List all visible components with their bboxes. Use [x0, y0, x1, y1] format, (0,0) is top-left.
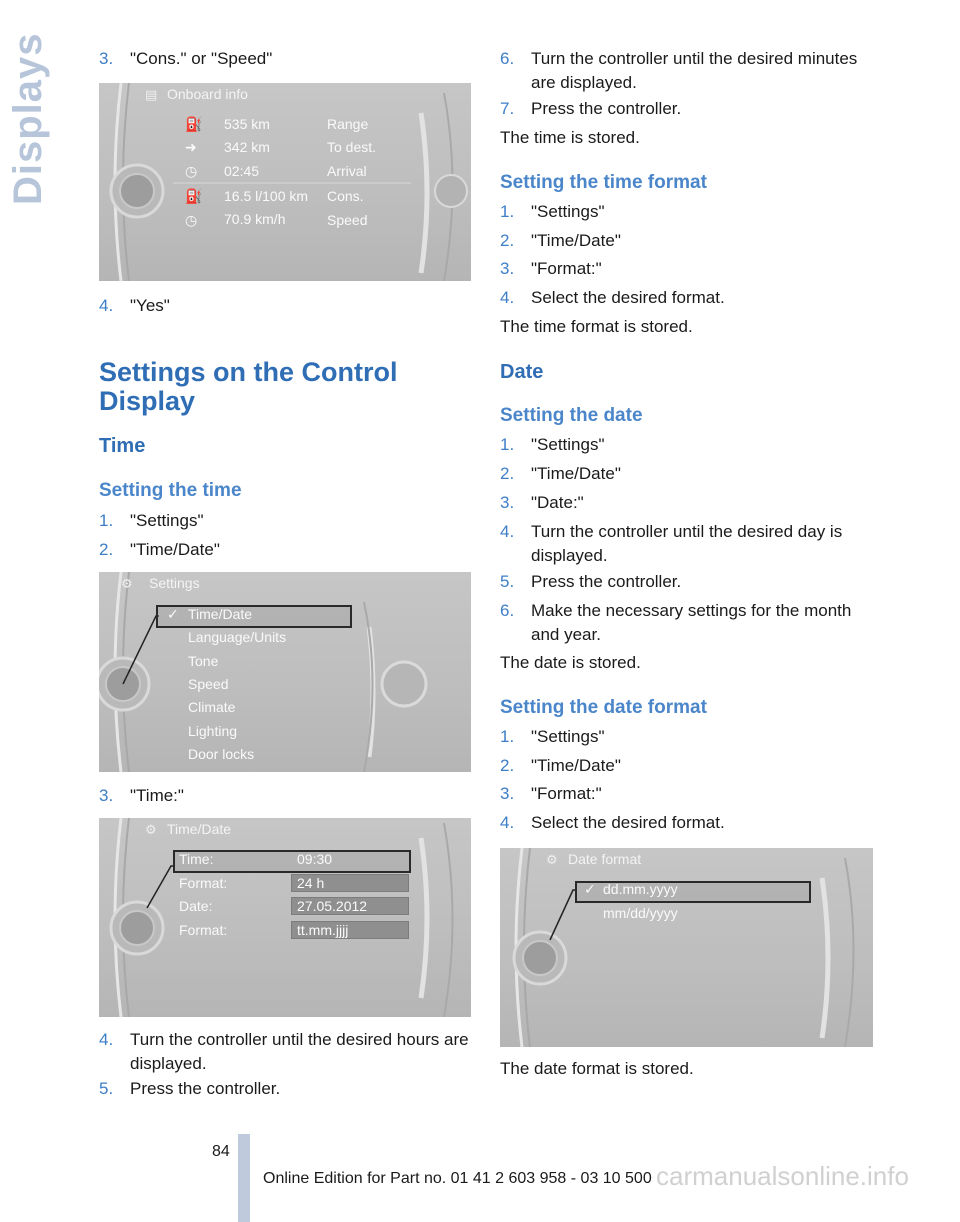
settings-menu-screenshot — [99, 572, 471, 772]
time-format-stored-text: The time format is stored. — [500, 317, 693, 336]
settings-gear-icon: ⚙ — [546, 852, 558, 867]
cons-label: Cons. — [327, 188, 364, 204]
step-number: 4. — [99, 1030, 114, 1049]
subheading-setting-date-format: Setting the date format — [500, 697, 707, 718]
check-icon: ✓ — [584, 881, 596, 897]
screen-title: Onboard info — [167, 86, 248, 102]
format-label: Format: — [179, 875, 228, 891]
range-value: 535 km — [224, 116, 270, 132]
step-number: 1. — [500, 435, 515, 454]
menu-item-speed: Speed — [188, 676, 229, 692]
step-number: 3. — [500, 259, 515, 278]
step-number: 1. — [500, 727, 515, 746]
step-number: 3. — [500, 493, 515, 512]
menu-item-climate: Climate — [188, 699, 236, 715]
menu-item-lighting: Lighting — [188, 723, 238, 739]
to-dest-label: To dest. — [327, 139, 377, 155]
date-stored-text: The date is stored. — [500, 653, 641, 672]
step-text: Press the controller. — [130, 1079, 281, 1098]
step-text: Select the desired format. — [531, 288, 725, 307]
check-icon: ✓ — [167, 606, 179, 622]
step-text: "Format:" — [531, 784, 602, 803]
menu-item-door-locks: Door locks — [188, 746, 255, 762]
step-text: "Settings" — [531, 435, 605, 454]
option-dd-mm-yyyy: dd.mm.yyyy — [603, 881, 678, 897]
step-number: 7. — [500, 99, 515, 118]
step-text: "Date:" — [531, 493, 584, 512]
subheading-setting-time: Setting the time — [99, 480, 242, 501]
to-dest-value: 342 km — [224, 139, 270, 155]
date-format-stored-text: The date format is stored. — [500, 1059, 694, 1078]
time-date-highlight — [156, 605, 352, 628]
step-text: "Time/Date" — [130, 540, 220, 559]
date-label: Date: — [179, 898, 213, 914]
step-text: "Settings" — [130, 511, 204, 530]
step-text: Turn the controller until the desired minutes are displayed. — [531, 49, 858, 92]
step-text: Turn the controller until the desired day is displayed. — [531, 522, 843, 565]
step-number: 3. — [99, 49, 114, 68]
section-tab — [0, 0, 62, 230]
menu-item-time-date: Time/Date — [188, 606, 253, 622]
screen-title: Date format — [568, 851, 642, 867]
step-text: "Cons." or "Speed" — [130, 49, 273, 68]
screen-frame-graphics — [99, 818, 471, 1017]
subheading-setting-date: Setting the date — [500, 405, 643, 426]
step-number: 4. — [500, 288, 515, 307]
arrival-label: Arrival — [327, 163, 367, 179]
settings-gear-icon: ⚙ — [121, 576, 133, 591]
date-format-label: Format: — [179, 922, 228, 938]
step-text: "Settings" — [531, 727, 605, 746]
step-number: 4. — [500, 522, 515, 541]
date-value: 27.05.2012 — [297, 898, 368, 914]
range-label: Range — [327, 116, 369, 132]
step-text: "Time/Date" — [531, 464, 621, 483]
cons-value: 16.5 l/100 km — [224, 188, 309, 204]
onboard-info-screenshot — [99, 83, 471, 281]
subheading-setting-time-format: Setting the time format — [500, 172, 707, 193]
step-number: 6. — [500, 49, 515, 68]
date-format-value: tt.mm.jjjj — [297, 922, 349, 938]
step-number: 2. — [500, 756, 515, 775]
step-number: 6. — [500, 601, 515, 620]
step-text: "Settings" — [531, 202, 605, 221]
step-number: 2. — [500, 464, 515, 483]
step-text: Press the controller. — [531, 99, 682, 118]
step-text: Press the controller. — [531, 572, 682, 591]
step-text: "Yes" — [130, 296, 170, 315]
step-number: 4. — [500, 813, 515, 832]
section-tab-label: Displays — [6, 32, 50, 205]
speed-label: Speed — [327, 212, 368, 228]
subheading-time: Time — [99, 435, 146, 457]
speed-value: 70.9 km/h — [224, 211, 286, 227]
step-number: 5. — [500, 572, 515, 591]
step-text: Turn the controller until the desired hours are displayed. — [130, 1030, 469, 1073]
screen-frame-graphics — [99, 83, 471, 281]
step-text: Select the desired format. — [531, 813, 725, 832]
consumption-icon: ⛽ — [185, 188, 203, 204]
step-number: 3. — [500, 784, 515, 803]
screen-frame-graphics — [500, 848, 873, 1047]
arrival-value: 02:45 — [224, 163, 260, 179]
footer-edition-text: Online Edition for Part no. 01 41 2 603 958 - 03 10 500 — [263, 1170, 652, 1187]
step-number: 5. — [99, 1079, 114, 1098]
subheading-date: Date — [500, 361, 544, 383]
format-value: 24 h — [297, 875, 325, 891]
arrival-icon: ◷ — [185, 163, 198, 179]
step-text: Make the necessary settings for the month and year. — [531, 601, 852, 644]
time-value: 09:30 — [297, 851, 333, 867]
time-date-screenshot — [99, 818, 471, 1017]
menu-item-tone: Tone — [188, 653, 219, 669]
onboard-info-icon: ▤ — [145, 87, 158, 102]
step-text: "Time/Date" — [531, 756, 621, 775]
step-number: 1. — [99, 511, 114, 530]
section-heading: Settings on the Control Display — [99, 357, 398, 416]
step-text: "Time:" — [130, 786, 184, 805]
screen-frame-graphics — [99, 572, 471, 772]
step-text: "Time/Date" — [531, 231, 621, 250]
screen-title: Time/Date — [167, 821, 232, 837]
page-number: 84 — [212, 1143, 230, 1160]
screen-title: Settings — [149, 575, 200, 591]
step-number: 2. — [500, 231, 515, 250]
step-text: "Format:" — [531, 259, 602, 278]
time-label: Time: — [179, 851, 214, 867]
settings-gear-icon: ⚙ — [145, 822, 157, 837]
date-format-screenshot — [500, 848, 873, 1047]
step-number: 4. — [99, 296, 114, 315]
step-number: 1. — [500, 202, 515, 221]
to-destination-icon: ➜ — [185, 139, 197, 155]
menu-item-language-units: Language/Units — [188, 629, 287, 645]
step-number: 2. — [99, 540, 114, 559]
range-icon: ⛽ — [185, 116, 203, 132]
footer-accent-bar — [238, 1134, 250, 1222]
step-number: 3. — [99, 786, 114, 805]
watermark: carmanualsonline.info — [656, 1161, 909, 1191]
time-stored-text: The time is stored. — [500, 128, 640, 147]
speed-icon: ◷ — [185, 212, 198, 228]
option-mm-dd-yyyy: mm/dd/yyyy — [603, 905, 678, 921]
